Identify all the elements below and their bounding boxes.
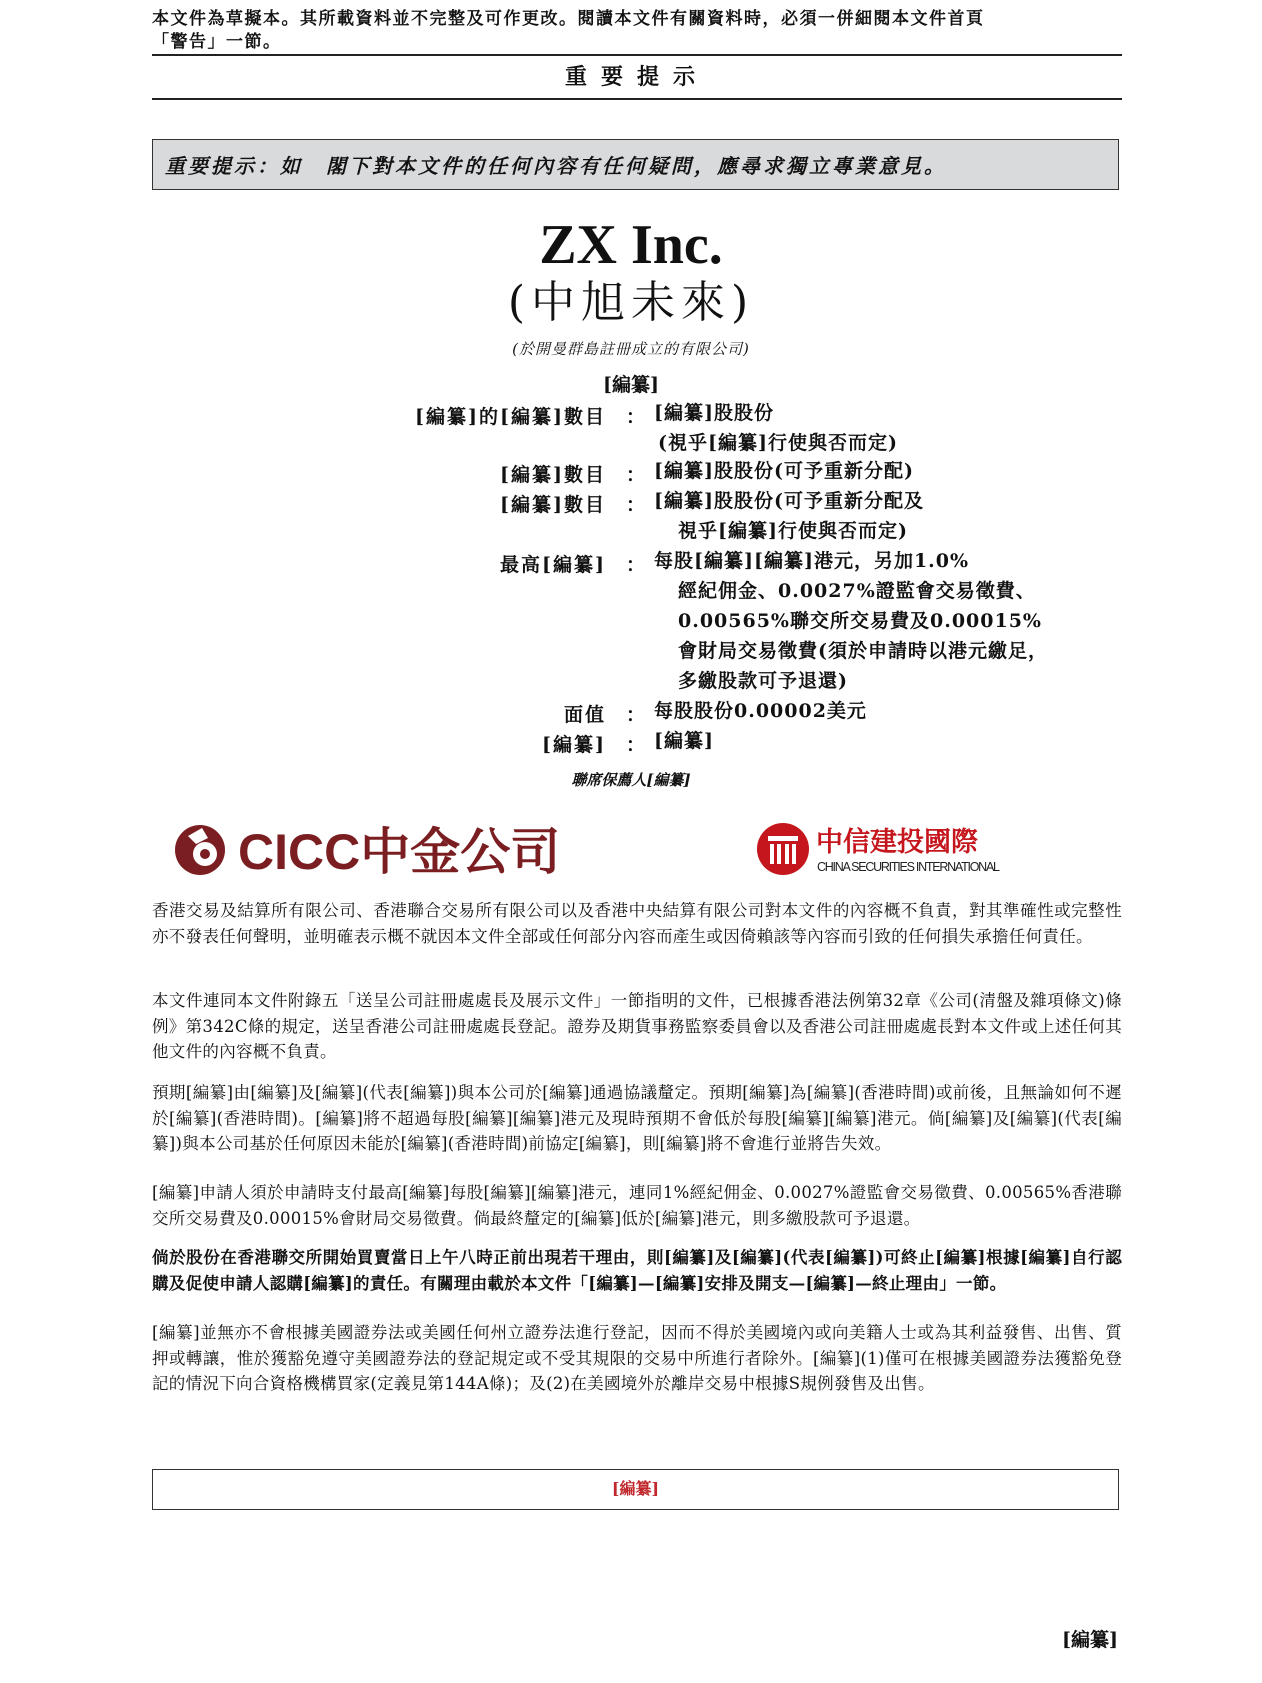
important-warning-box — [152, 139, 1119, 190]
csi-logo-en: CHINA SECURITIES INTERNATIONAL — [817, 860, 1000, 874]
china-securities-logo — [756, 818, 1006, 880]
term-colon: ： — [626, 734, 646, 756]
title-rule — [152, 98, 1122, 100]
term-label: [編纂] — [542, 734, 606, 756]
termination-paragraph: 倘於股份在香港聯交所開始買賣當日上午八時正前出現若干理由，則[編纂]及[編纂](代表[編纂])可終止[編纂]根據[編纂]自行認購及促使申請人認購[編纂]的責任。有關理由載於本文件「[編纂]—[編纂]安排及開支—[編纂]—終止理由」一節。 — [152, 1248, 1122, 1293]
term-value-line: [編纂]股股份 — [654, 402, 774, 424]
term-colon: ： — [626, 406, 646, 428]
us-securities-paragraph: [編纂]並無亦不會根據美國證券法或美國任何州立證券法進行登記，因而不得於美國境內或向美籍人士或為其利益發售、出售、質押或轉讓，惟於獲豁免遵守美國證券法的登記規定或不受其規限的交易中所進行者除外。[編纂](1)僅可在根據美國證券法獲豁免登記的情況下向合資格機構買家(定義見第144A條)；及(2)在美國境外於離岸交易中根據S規例發售及出售。 — [152, 1323, 1122, 1393]
draft-notice-line2: 「警告」一節。 — [152, 32, 282, 52]
term-value — [654, 398, 898, 458]
offer-heading-redacted: [編纂] — [603, 374, 659, 396]
term-value-line: [編纂] — [654, 730, 714, 752]
term-value — [654, 486, 924, 546]
term-value — [654, 696, 867, 726]
term-label: [編纂]的[編纂]數目 — [415, 406, 606, 428]
term-value-line: (視乎[編纂]行使與否而定) — [658, 432, 898, 454]
section-title: 重要提示 — [564, 64, 709, 90]
term-value-line: 每股[編纂][編纂]港元，另加1.0% — [654, 550, 970, 572]
term-value — [654, 546, 1048, 696]
payment-paragraph: [編纂]申請人須於申請時支付最高[編纂]每股[編纂][編纂]港元，連同1%經紀佣金、0.0027%證監會交易徵費、0.00565%香港聯交所交易費及0.00015%會財局交易徵費。倘最終釐定的[編纂]低於[編纂]港元，則多繳股款可予退還。 — [152, 1183, 1122, 1228]
term-colon: ： — [626, 704, 646, 726]
company-name-en: ZX Inc. — [539, 214, 723, 276]
term-colon: ： — [626, 494, 646, 516]
term-value-line: 每股股份0.00002美元 — [654, 700, 867, 722]
csi-emblem-icon — [757, 823, 809, 875]
term-value-line: 0.00565%聯交所交易費及0.00015% — [678, 610, 1042, 632]
term-value-line: [編纂]股股份(可予重新分配) — [654, 460, 914, 482]
redacted-box: [編纂] — [152, 1469, 1119, 1510]
term-value-line: 視乎[編纂]行使與否而定) — [678, 520, 908, 542]
term-value-line: 會財局交易徵費(須於申請時以港元繳足， — [678, 640, 1048, 662]
term-label: [編纂]數目 — [500, 494, 606, 516]
page-footer: [編纂] — [1062, 1629, 1118, 1651]
draft-notice-line1: 本文件為草擬本。其所載資料並不完整及可作更改。閱讀本文件有關資料時，必須一併細閱本文件首頁 — [152, 9, 985, 29]
top-rule — [152, 54, 1122, 56]
term-value — [654, 456, 914, 486]
important-warning-text: 重要提示：如 閣下對本文件的任何內容有任何疑問，應尋求獨立專業意見。 — [165, 154, 947, 178]
cicc-logo — [172, 822, 612, 878]
disclaimer-paragraph: 香港交易及結算所有限公司、香港聯合交易所有限公司以及香港中央結算有限公司對本文件的內容概不負責，對其準確性或完整性亦不發表任何聲明，並明確表示概不就因本文件全部或任何部分內容而產生或因倚賴該等內容而引致的任何損失承擔任何責任。 — [152, 901, 1122, 946]
company-name-zh: (中旭未來) — [507, 277, 755, 328]
pricing-paragraph: 預期[編纂]由[編纂]及[編纂](代表[編纂])與本公司於[編纂]通過協議釐定。預期[編纂]為[編纂](香港時間)或前後，且無論如何不遲於[編纂](香港時間)。[編纂]將不超過每股[編纂][編纂]港元及現時預期不會低於每股[編纂][編纂]港元。倘[編纂]及[編纂](代表[編纂])與本公司基於任何原因未能於[編纂](香港時間)前協定[編纂]，則[編纂]將不會進行並將告失效。 — [152, 1083, 1122, 1153]
cicc-logo-text: CICC中金公司 — [238, 824, 561, 878]
csi-logo-zh: 中信建投國際 — [816, 827, 978, 858]
term-colon: ： — [626, 554, 646, 576]
registration-paragraph: 本文件連同本文件附錄五「送呈公司註冊處處長及展示文件」一節指明的文件，已根據香港法例第32章《公司(清盤及雜項條文)條例》第342C條的規定，送呈香港公司註冊處處長登記。證券及期貨事務監察委員會以及香港公司註冊處處長對本文件或上述任何其他文件的內容概不負責。 — [152, 991, 1122, 1061]
incorporation-note: (於開曼群島註冊成立的有限公司) — [512, 340, 750, 358]
joint-sponsors-label: 聯席保薦人[編纂] — [571, 771, 691, 789]
term-label: 最高[編纂] — [500, 554, 606, 576]
term-value-line: [編纂]股股份(可予重新分配及 — [654, 490, 924, 512]
term-value-line: 多繳股款可予退還) — [678, 670, 848, 692]
term-label: [編纂]數目 — [500, 464, 606, 486]
term-value-line: 經紀佣金、0.0027%證監會交易徵費、 — [678, 580, 1036, 602]
term-label: 面值 — [563, 704, 606, 726]
term-value — [654, 726, 714, 756]
draft-notice — [152, 8, 1122, 54]
term-colon: ： — [626, 464, 646, 486]
